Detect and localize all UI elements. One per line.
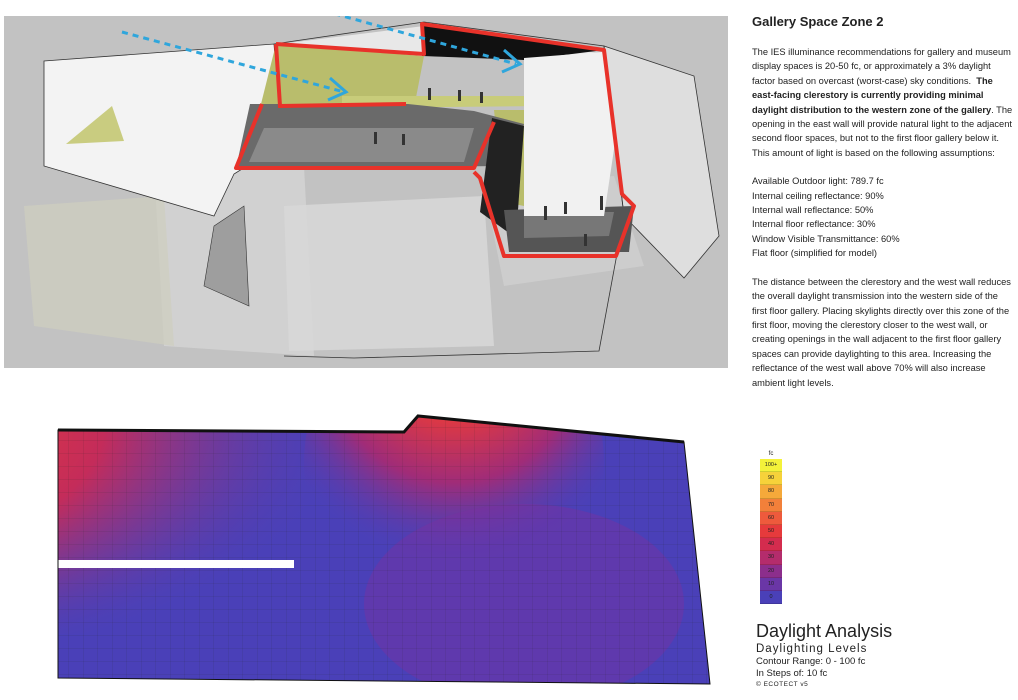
analysis-caption [756, 620, 1006, 690]
assumption-item: Internal wall reflectance: 50% [752, 205, 874, 216]
legend-step: 100+ [760, 459, 782, 472]
analysis-subheading: Daylighting Levels [756, 643, 868, 655]
legend-step: 90 [760, 472, 782, 485]
legend-step: 40 [760, 538, 782, 551]
legend-step: 70 [760, 499, 782, 512]
assumption-item: Flat floor (simplified for model) [752, 248, 878, 259]
assumption-item: Available Outdoor light: 789.7 fc [752, 176, 884, 187]
legend-step: 0 [760, 591, 782, 604]
assumption-item: Internal floor reflectance: 30% [752, 219, 876, 230]
legend-step: 10 [760, 578, 782, 591]
intro-paragraph [752, 45, 1014, 160]
legend-step: 30 [760, 551, 782, 564]
assumptions-list [752, 174, 1014, 260]
legend-step: 20 [760, 565, 782, 578]
legend-step: 50 [760, 525, 782, 538]
legend-step: 80 [760, 485, 782, 498]
panel-title: Gallery Space Zone 2 [752, 14, 884, 29]
assumption-item: Window Visible Transmittance: 60% [752, 233, 900, 244]
intro-bold-text: The east-facing clerestory is currently providing minimal daylight distribution to the western zone of the gallery [752, 75, 993, 115]
recommendation-paragraph: The distance between the clerestory and the west wall reduces the overall daylight transmission into the western side of the first floor gallery. Placing skylights directly over this zone of the first floor, moving the clerestory closer to the west wall, or creating openings in the wall adjacent to the first floor gallery spaces can provide daylighting to this area. Increasing the reflectance of the west wall above 70% will also increase ambient light levels. [752, 276, 1011, 388]
assumption-item: Internal ceiling reflectance: 90% [752, 190, 884, 201]
contour-steps: In Steps of: 10 fc [756, 668, 828, 679]
description-panel [752, 14, 1014, 404]
legend-unit: fc [768, 451, 774, 457]
legend-step: 60 [760, 512, 782, 525]
intro-text: The IES illuminance recommendations for gallery and museum display spaces is 20-50 fc, or approximately a 3% daylight factor based on overcast (worst-case) sky conditions. [752, 47, 1011, 86]
color-scale-legend [760, 450, 782, 604]
analysis-heading: Daylight Analysis [756, 621, 893, 641]
software-credit: © ECOTECT v5 [756, 681, 809, 688]
daylight-contour-plan [54, 414, 714, 700]
intro-text-cont: . The opening in the east wall will provide natural light to the adjacent second floor spaces, but not to the first floor gallery below it. This amount of light is based on the following assumptions: [752, 104, 1013, 158]
gallery-3d-model-render [4, 16, 728, 368]
contour-range: Contour Range: 0 - 100 fc [756, 656, 866, 667]
